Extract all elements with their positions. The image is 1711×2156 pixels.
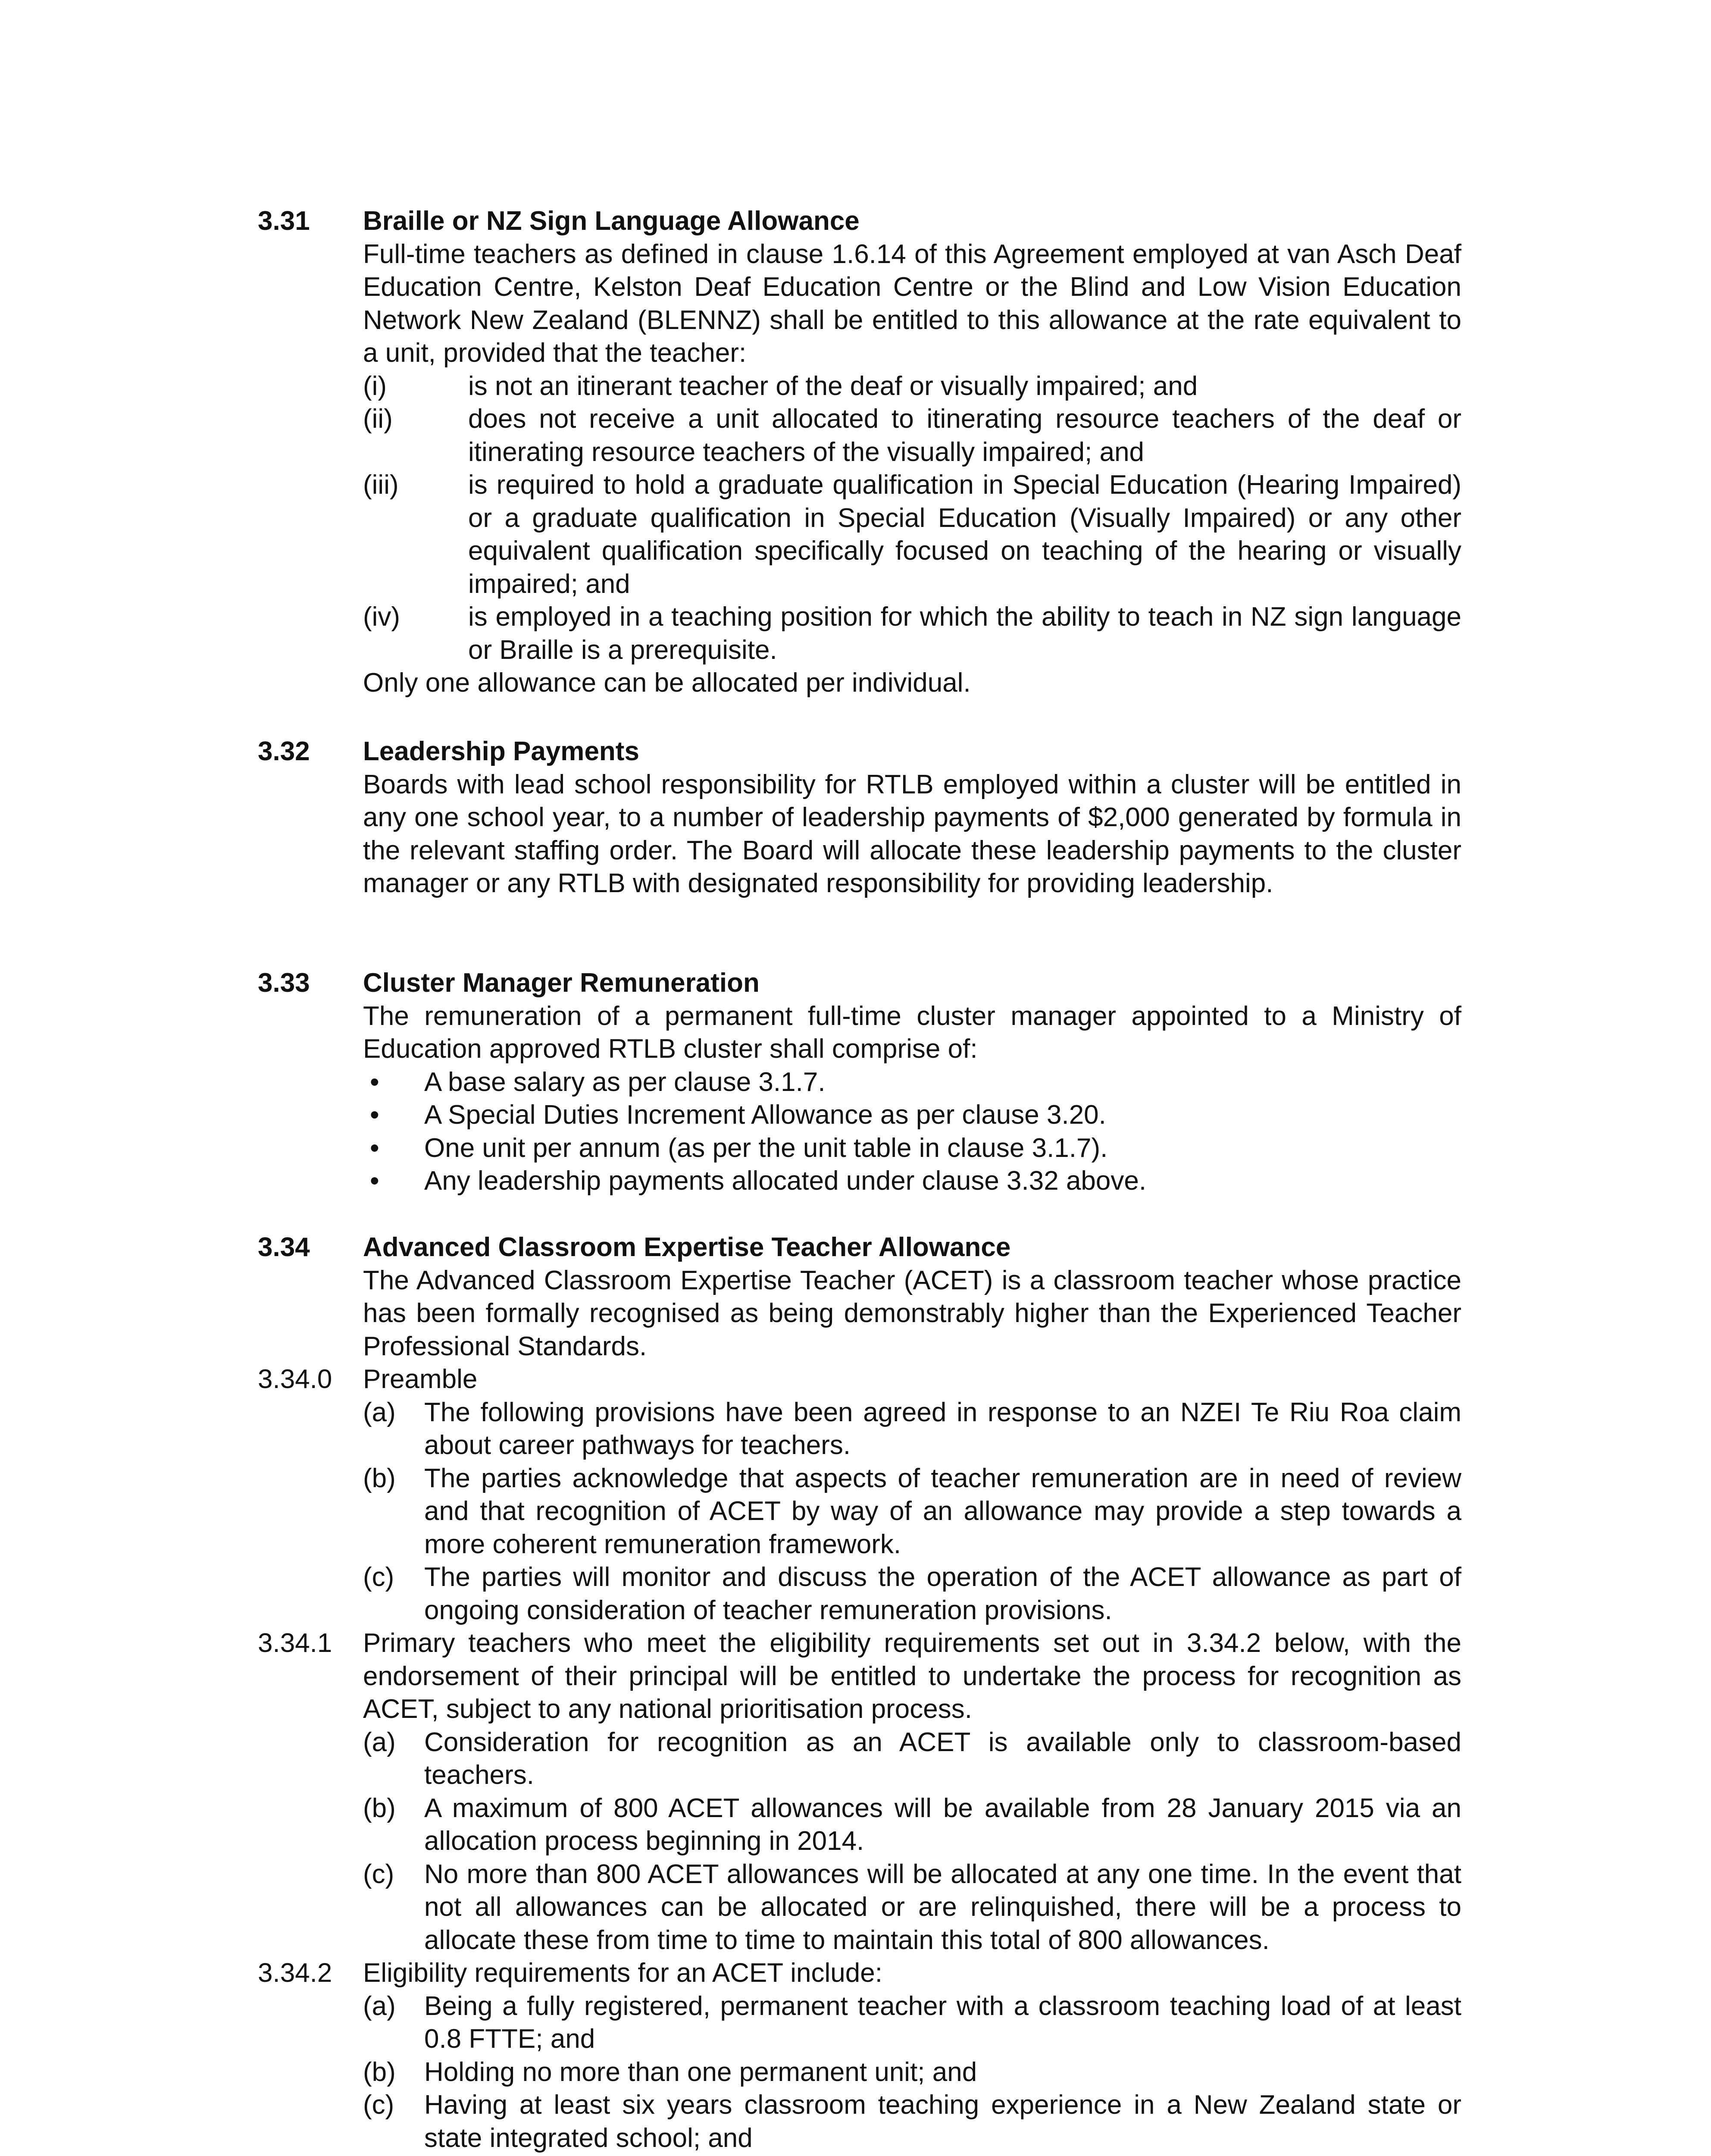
item-text: A maximum of 800 ACET allowances will be available from 28 January 2015 via an allocation process beginning in 2014.: [424, 1793, 1461, 1856]
item-text: does not receive a unit allocated to itinerating resource teachers of the deaf or itinerating resource teachers of the visually impaired; and: [468, 404, 1461, 467]
section-number: 3.34: [258, 1232, 310, 1262]
item-label: (c): [363, 1859, 394, 1889]
section-closing: Only one allowance can be allocated per individual.: [363, 668, 971, 698]
list-item: [363, 1396, 1461, 1462]
list-item: [363, 2056, 1461, 2089]
subsection-3-34-2: [258, 1957, 1461, 2155]
item-text: is required to hold a graduate qualification in Special Education (Hearing Impaired) or a graduate qualification in Special Education (Visually Impaired) or any other equivalent qualification specifically focused on teaching of the hearing or visually impaired; and: [468, 470, 1461, 599]
item-label: (b): [363, 1793, 396, 1823]
item-text: is employed in a teaching position for which the ability to teach in NZ sign language or Braille is a prerequisite.: [468, 602, 1461, 665]
section-3-34: [258, 1231, 1461, 2155]
list-item: [363, 601, 1461, 667]
subsection-text: Primary teachers who meet the eligibility requirements set out in 3.34.2 below, with the endorsement of their principal will be entitled to undertake the process for recognition as ACET, subject to any national prioritisation process.: [363, 1628, 1461, 1724]
bullet-text: A Special Duties Increment Allowance as per clause 3.20.: [424, 1100, 1106, 1130]
item-text: No more than 800 ACET allowances will be allocated at any one time. In the event that not all allowances can be allocated or are relinquished, there will be a process to allocate these from time to time to maintain this total of 800 allowances.: [424, 1859, 1461, 1955]
bullet-icon: •: [370, 1100, 379, 1130]
bullet-item: [363, 1165, 1461, 1198]
section-title: Cluster Manager Remuneration: [363, 968, 760, 998]
subsection-3-34-1: [258, 1627, 1461, 1957]
section-title: Braille or NZ Sign Language Allowance: [363, 206, 860, 236]
item-text: Holding no more than one permanent unit; and: [424, 2057, 977, 2087]
bullet-icon: •: [370, 1067, 379, 1097]
item-text: Being a fully registered, permanent teacher with a classroom teaching load of at least 0.8 FTTE; and: [424, 1991, 1461, 2054]
section-number: 3.33: [258, 968, 310, 998]
bullet-text: Any leadership payments allocated under clause 3.32 above.: [424, 1166, 1147, 1196]
item-label: (a): [363, 1991, 396, 2021]
subsection-title: Preamble: [363, 1364, 478, 1394]
subsection-number: 3.34.2: [258, 1958, 332, 1988]
list-item: [363, 1990, 1461, 2056]
list-item: [363, 2089, 1461, 2155]
subsection-number: 3.34.1: [258, 1628, 332, 1658]
item-label: (b): [363, 1463, 396, 1493]
section-number: 3.32: [258, 736, 310, 766]
list-item: [363, 370, 1461, 403]
item-label: (a): [363, 1727, 396, 1757]
item-text: is not an itinerant teacher of the deaf or visually impaired; and: [468, 371, 1198, 401]
list-item: [363, 1858, 1461, 1957]
bullet-text: A base salary as per clause 3.1.7.: [424, 1067, 826, 1097]
section-3-31: [258, 205, 1461, 700]
list-item: [363, 403, 1461, 469]
item-label: (c): [363, 1562, 394, 1592]
section-text: Boards with lead school responsibility for RTLB employed within a cluster will be entitled in any one school year, to a number of leadership payments of $2,000 generated by formula in the relevant staffing order. The Board will allocate these leadership payments to the cluster manager or any RTLB with designated responsibility for providing leadership.: [363, 769, 1461, 898]
item-label: (a): [363, 1397, 396, 1427]
list-item: [363, 1462, 1461, 1561]
bullet-text: One unit per annum (as per the unit table in clause 3.1.7).: [424, 1133, 1108, 1163]
item-label: (ii): [363, 404, 393, 434]
subsection-3-34-0: [258, 1363, 1461, 1627]
section-intro: Full-time teachers as defined in clause 1.6.14 of this Agreement employed at van Asch Deaf Education Centre, Kelston Deaf Education Centre or the Blind and Low Vision Education Network New Zealand (BLENNZ) shall be entitled to this allowance at the rate equivalent to a unit, provided that the teacher:: [363, 239, 1461, 368]
item-label: (i): [363, 371, 387, 401]
item-label: (b): [363, 2057, 396, 2087]
section-intro: The remuneration of a permanent full-time cluster manager appointed to a Ministry of Education approved RTLB cluster shall comprise of:: [363, 1001, 1461, 1064]
section-number: 3.31: [258, 206, 310, 236]
item-text: The parties acknowledge that aspects of teacher remuneration are in need of review and that recognition of ACET by way of an allowance may provide a step towards a more coherent remuneration framework.: [424, 1463, 1461, 1559]
item-label: (iv): [363, 602, 400, 632]
section-3-33: [258, 967, 1461, 1198]
item-text: The following provisions have been agreed in response to an NZEI Te Riu Roa claim about career pathways for teachers.: [424, 1397, 1461, 1460]
list-item: [363, 1792, 1461, 1858]
item-text: The parties will monitor and discuss the operation of the ACET allowance as part of ongoing consideration of teacher remuneration provisions.: [424, 1562, 1461, 1625]
bullet-item: [363, 1066, 1461, 1099]
bullet-item: [363, 1132, 1461, 1165]
list-item: [363, 469, 1461, 601]
section-intro: The Advanced Classroom Expertise Teacher (ACET) is a classroom teacher whose practice has been formally recognised as being demonstrably higher than the Experienced Teacher Professional Standards.: [363, 1265, 1461, 1361]
bullet-item: [363, 1099, 1461, 1132]
list-item: [363, 1726, 1461, 1792]
section-title: Advanced Classroom Expertise Teacher Allowance: [363, 1232, 1011, 1262]
list-item: [363, 1561, 1461, 1627]
section-3-32: [258, 735, 1461, 900]
item-label: (c): [363, 2090, 394, 2120]
bullet-icon: •: [370, 1166, 379, 1196]
item-label: (iii): [363, 470, 399, 500]
item-text: Consideration for recognition as an ACET is available only to classroom-based teachers.: [424, 1727, 1461, 1790]
section-title: Leadership Payments: [363, 736, 639, 766]
item-text: Having at least six years classroom teaching experience in a New Zealand state or state integrated school; and: [424, 2090, 1461, 2153]
bullet-icon: •: [370, 1133, 379, 1163]
subsection-number: 3.34.0: [258, 1364, 332, 1394]
subsection-text: Eligibility requirements for an ACET include:: [363, 1958, 882, 1988]
